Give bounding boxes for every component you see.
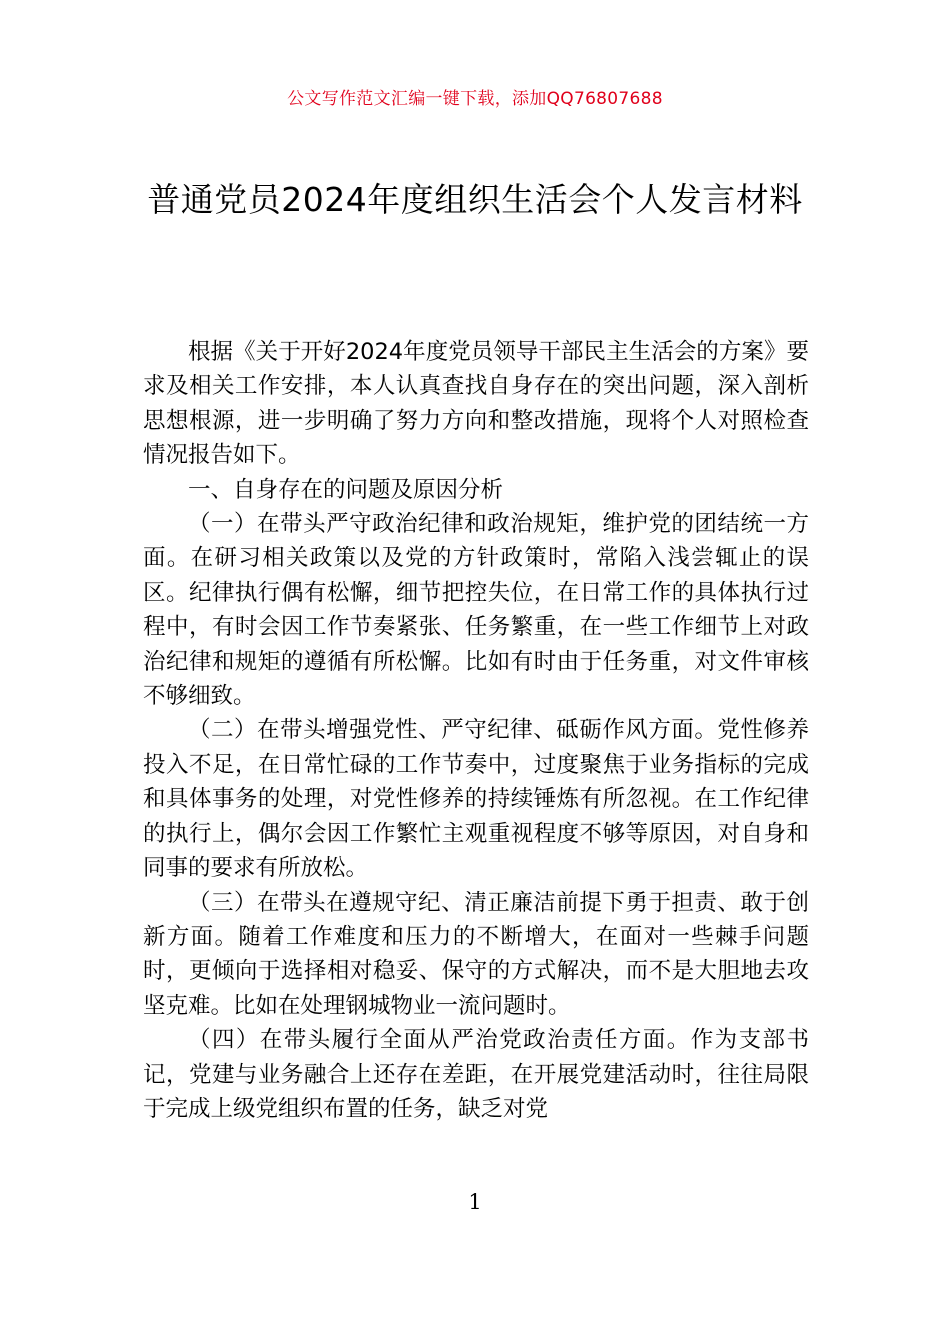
section-heading: 一、自身存在的问题及原因分析 (188, 476, 504, 503)
body-paragraph: （三）在带头在遵规守纪、清正廉洁前提下勇于担责、敢于创新方面。随着工作难度和压力的不断增大，在面对一些棘手问题时，更倾向于选择相对稳妥、保守的方式解决，而不是大胆地去攻坚克难。比如在处理钢城物业一流问题时。 (143, 889, 809, 1019)
page-title: 普通党员2024年度组织生活会个人发言材料 (147, 180, 803, 219)
header-banner: 公文写作范文汇编一键下载，添加QQ76807688 (287, 89, 663, 109)
body-paragraph: （四）在带头履行全面从严治党政治责任方面。作为支部书记，党建与业务融合上还存在差距，在开展党建活动时，往往局限于完成上级党组织布置的任务，缺乏对党 (143, 1027, 809, 1122)
document-body (143, 335, 809, 1126)
body-paragraph: （二）在带头增强党性、严守纪律、砥砺作风方面。党性修养投入不足，在日常忙碌的工作节奏中，过度聚焦于业务指标的完成和具体事务的处理，对党性修养的持续锤炼有所忽视。在工作纪律的执行上，偶尔会因工作繁忙主观重视程度不够等原因，对自身和同事的要求有所放松。 (143, 717, 809, 882)
intro-paragraph: 根据《关于开好2024年度党员领导干部民主生活会的方案》要求及相关工作安排，本人认真查找自身存在的突出问题，深入剖析思想根源，进一步明确了努力方向和整改措施，现将个人对照检查情况报告如下。 (143, 339, 809, 469)
page-number: 1 (468, 1190, 482, 1214)
body-paragraph: （一）在带头严守政治纪律和政治规矩，维护党的团结统一方面。在研习相关政策以及党的方针政策时，常陷入浅尝辄止的误区。纪律执行偶有松懈，细节把控失位，在日常工作的具体执行过程中，有时会因工作节奏紧张、任务繁重，在一些工作细节上对政治纪律和规矩的遵循有所松懈。比如有时由于任务重，对文件审核不够细致。 (143, 511, 809, 710)
